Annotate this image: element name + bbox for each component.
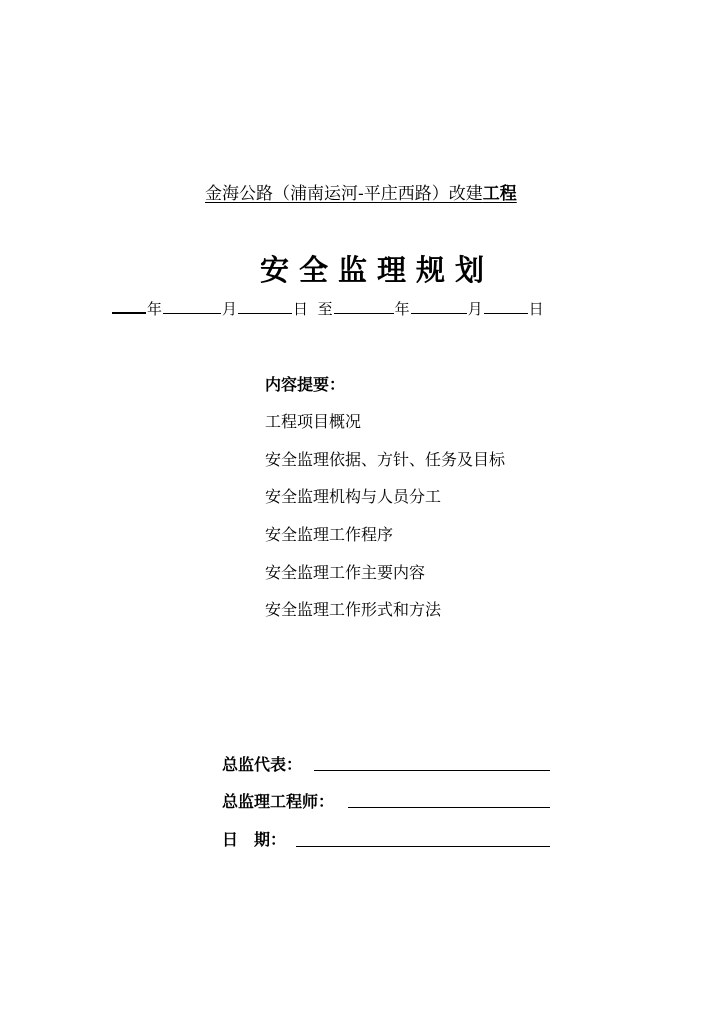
date-label: 日 期： [222, 830, 287, 849]
outline-item: 安全监理工作主要内容 [265, 563, 426, 582]
year-blank-1[interactable] [112, 298, 146, 314]
outline-heading: 内容提要： [265, 375, 346, 394]
day-blank-2[interactable] [484, 299, 528, 314]
chief-representative-signature-line[interactable] [314, 770, 550, 771]
project-title-normal: 金海公路（浦南运河-平庄西路）改建 [205, 184, 483, 204]
month-blank-1[interactable] [163, 299, 221, 314]
day-label-2: 日 [528, 300, 544, 318]
date-signature-line[interactable] [296, 846, 550, 847]
day-blank-1[interactable] [238, 299, 292, 314]
year-label-2: 年 [394, 300, 410, 318]
day-label-1: 日 [293, 300, 309, 318]
project-title [205, 183, 517, 205]
outline-item: 工程项目概况 [265, 412, 362, 431]
month-blank-2[interactable] [411, 299, 467, 314]
document-title: 安全监理规划 [260, 253, 495, 287]
outline-item: 安全监理机构与人员分工 [265, 487, 442, 506]
to-label: 至 [317, 300, 333, 318]
outline-item: 安全监理依据、方针、任务及目标 [265, 450, 506, 469]
chief-representative-label: 总监代表： [222, 755, 303, 774]
month-label-2: 月 [467, 300, 483, 318]
outline-item: 安全监理工作程序 [265, 525, 394, 544]
year-blank-2[interactable] [334, 299, 394, 314]
date-range [111, 298, 544, 320]
month-label-1: 月 [222, 300, 238, 318]
year-label-1: 年 [147, 300, 163, 318]
chief-engineer-signature-line[interactable] [348, 807, 550, 808]
outline-item: 安全监理工作形式和方法 [265, 600, 442, 619]
chief-engineer-label: 总监理工程师： [222, 792, 335, 811]
project-title-bold: 工程 [482, 184, 517, 204]
